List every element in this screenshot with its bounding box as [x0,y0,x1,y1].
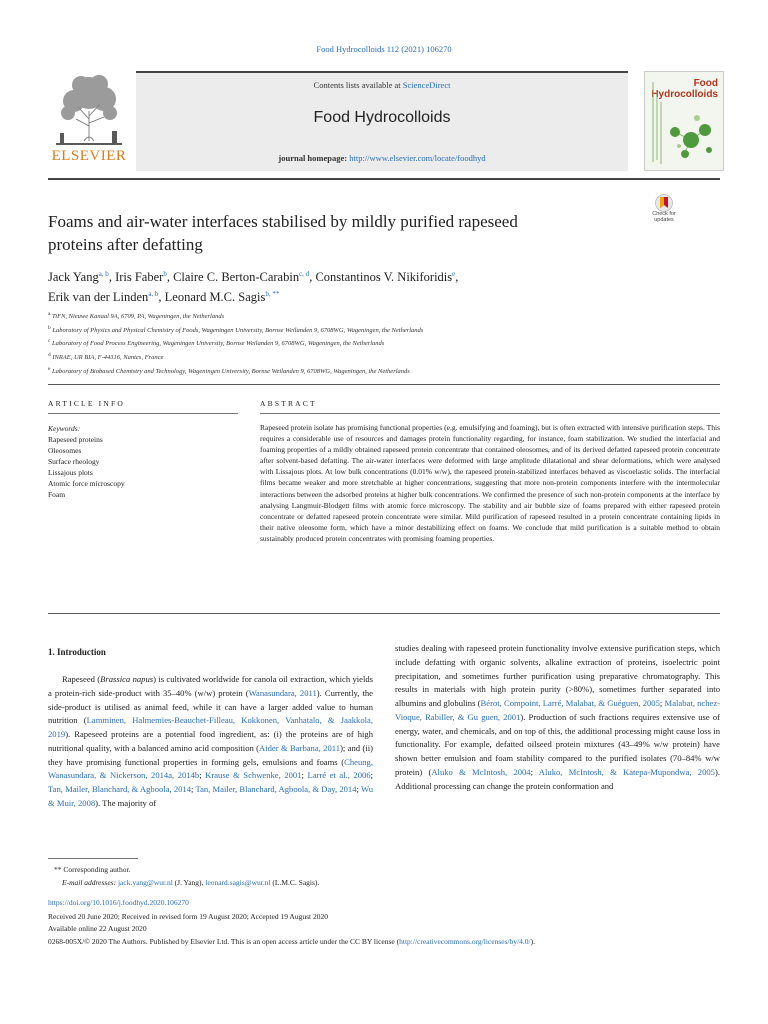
abstract-rule [260,413,720,414]
body-text: Rapeseed ( [62,674,101,684]
citation-link[interactable]: Aider & Barbana, 2011 [259,742,341,753]
author[interactable]: Jack Yang$^{a, b}$ [48,270,109,285]
body-text: ). Currently, the side-product is utilised as animal feed, while it can have a larger added value to human nutrition ( [48,687,373,726]
check-updates-label: Check for updates [652,211,676,223]
author[interactable]: Leonard M.C. Sagis$^{b, **}$ [164,290,280,305]
affiliation-item: $^e$ Laboratory of Biobased Chemistry and Technology, Wageningen University, Bornse Weilanden 9, 6708WG, Wageningen, the Netherlands [48,365,410,375]
section-rule [48,613,720,614]
header-rule [48,178,720,180]
citation-link[interactable]: Malabat, nchez-Vioque, Rabiller, & Gu guen, 2001 [395,698,720,722]
homepage-line: journal homepage: http://www.elsevier.com/locate/foodhyd [278,153,486,163]
article-title: Foams and air-water interfaces stabilised by mildly purified rapeseed proteins after defatting [48,212,518,254]
body-column-right [395,642,720,793]
homepage-link[interactable]: http://www.elsevier.com/locate/foodhyd [349,153,486,163]
elsevier-wordmark: ELSEVIER [51,148,127,164]
journal-banner [136,71,628,171]
body-text: ; [659,698,665,708]
citation-link[interactable]: Tan, Mailer, Blanchard, & Agboola, 2014 [48,784,192,794]
received-dates: Received 20 June 2020; Received in revised form 19 August 2020; Accepted 19 August 2020 [48,912,328,921]
citation-link[interactable]: Cheung, Wanasundara, & Nickerson, 2014a, 2014b [48,756,373,781]
author-list: Jack Yang$^{a, b}$, Iris Faber$^b$, Claire C. Berton-Carabin$^{c, d}$, Constantinos V. Nikiforidis$^e$, Erik van der Linden$^{a, b}$, Leonard M.C. Sagis$^{b, **}$ [48,270,459,305]
body-text: ). Production of such fractions requires extensive use of energy, water, and chemicals, and on top of this, the additional processing might cause loss in functionality. For example, defatted oilseed protein mixtures (43–49% w/w protein) have shown better emulsion and foam stability compared to the purified isolates (70–84% w/w protein) ( [395,711,721,777]
body-text: studies dealing with rapeseed protein functionality involve extensive purification steps, which include defatting with organic solvents, alkaline extraction of proteins, isoelectric point precipitation, and sometimes further purification using preparative chromatography. This results in materials with high protein purity (>80%), sometimes further separated into albumins and globulins ( [395,643,720,708]
citation-link[interactable]: Bérot, Compoint, Larré, Malabat, & Guéguen, 2005 [480,698,660,708]
author[interactable]: Erik van der Linden$^{a, b}$ [48,290,159,305]
affiliation-item: $^a$ TiFN, Nieuwe Kanaal 9A, 6709, PA, Wageningen, the Netherlands [48,311,225,321]
keyword[interactable]: Atomic force microscopy [48,479,125,488]
affiliations [48,309,728,377]
journal-header [48,71,628,169]
section-heading-introduction: 1. Introduction [48,647,106,657]
keywords-label: Keywords: [48,424,81,433]
available-online-date: Available online 22 August 2020 [48,924,147,933]
body-text: ). Rapeseed proteins are a potential food ingredient, as: (i) the proteins are of high nutritional quality, with a balanced amino acid composition ( [48,729,373,753]
bookmark-icon [650,194,678,212]
keyword[interactable]: Lissajous plots [48,468,93,477]
citation-link[interactable]: Lamminen, Halmemies-Beauchet-Filleau, Kokkonen, Vanhatalo, & Jaakkola, 2019 [48,715,373,739]
author[interactable]: Claire C. Berton-Carabin$^{c, d}$ [173,270,310,285]
keyword[interactable]: Foam [48,490,66,499]
body-text: ; [356,784,361,794]
license-link[interactable]: http://creativecommons.org/licenses/by/4.0/ [399,937,531,946]
body-text: ; [301,770,308,781]
affiliation-item: $^c$ Laboratory of Food Process Engineering, Wageningen University, Bornse Weilanden 9, 6708WG, Wageningen, the Netherlands [48,338,385,348]
elsevier-tree-icon [48,71,130,149]
elsevier-logo[interactable] [48,71,130,167]
body-text: ; [370,770,374,781]
affiliation-item: $^b$ Laboratory of Physics and Physical Chemistry of Foods, Wageningen University, Bornse Weilanden 9, 6708WG, Wageningen, the Netherlands [48,324,424,334]
journal-cover[interactable] [644,71,724,171]
keyword[interactable]: Oleosomes [48,446,82,455]
species-name: Brassica napus [100,674,154,684]
cover-title: Food Hydrocolloids [651,78,718,100]
body-text: ). The majority of [95,797,157,808]
body-text: ; [199,770,206,781]
keyword[interactable]: Surface rheology [48,457,100,466]
check-for-updates-badge[interactable] [650,194,678,232]
body-text: ; [530,766,539,777]
body-text: ); and (ii) they have promising functional properties in forming gels, emulsions and foams ( [48,742,373,767]
article-info-heading: ARTICLE INFO [48,399,125,408]
article-info-rule [48,413,238,414]
sciencedirect-link[interactable]: ScienceDirect [402,80,451,90]
citation-link[interactable]: Krause & Schwenke, 2001 [205,770,302,781]
citation-link[interactable]: Wanasundara, 2011 [248,687,317,698]
abstract-text: Rapeseed protein isolate has promising functional properties (e.g. emulsifying and foaming), but is often extracted with intensive purification steps. This requires a considerable use of resources and damages protein functionality regarding, for instance, foam stabilization. We studied the interfacial and foaming properties of a mildly obtained rapeseed protein concentrate that contained oleosomes, and of its derived defatted rapeseed protein concentrate after solvent-based defatting. The air-water interfaces were deformed with large amplitude dilatational and shear deformations, which were analysed with Lissajous plots. At low bulk concentrations (0.01% w/w), the rapeseed protein-stabilized interfaces behaved as viscoelastic solids. The interfacial films became weaker and more stretchable at higher concentrations, suggesting that more non-protein components interfere with the intermolecular interactions between the adsorbed proteins at higher bulk concentrations. We confirmed the presence of such non-protein components at the interface by analysing Langmuir-Blodgett films with atomic force microscopy. The stability and air bubble size of foams prepared with either rapeseed protein concentrate or defatted rapeseed protein concentrate were similar. Mild purification of rapeseed resulted in a protein concentrate containing lipids in their native oleosome form, which have a minor destabilizing effect on foams. We conclude that mild purification is a suitable method to obtain sustainably produced protein concentrates with promising foaming properties. [260,423,720,543]
journal-reference[interactable]: Food Hydrocolloids 112 (2021) 106270 [316,44,452,54]
doi-link[interactable]: https://doi.org/10.1016/j.foodhyd.2020.106270 [48,898,189,907]
corresponding-author-note: ** Corresponding author. [54,865,131,874]
journal-title[interactable]: Food Hydrocolloids [313,109,451,126]
body-text: ). Additional processing can change the protein conformation and [395,766,720,791]
citation-link[interactable]: Larré et al., 2006 [307,770,371,781]
citation-link[interactable]: Aluko & McIntosh, 2004 [431,766,531,777]
contents-line: Contents lists available at ScienceDirect [313,80,451,90]
affiliation-item: $^d$ INRAE, UR BIA, F-44316, Nantes, France [48,351,164,362]
keyword[interactable]: Rapeseed proteins [48,435,103,444]
citation-link[interactable]: Aluko, McIntosh, & Katepa-Mupondwa, 2005 [538,766,715,777]
keywords-list [48,423,238,500]
body-text: ) is cultivated worldwide for canola oil extraction, which yields a protein-rich side-product with 35–40% (w/w) protein ( [48,674,373,698]
author[interactable]: Iris Faber$^b$ [115,270,167,285]
section-rule [48,384,720,385]
email-link[interactable]: jack.yang@wur.nl [117,878,173,887]
body-column-left [48,673,373,811]
footnote-rule [48,858,138,859]
citation-link[interactable]: Tan, Mailer, Blanchard, Agboola, & Day, 2014 [195,784,357,794]
email-link[interactable]: leonard.sagis@wur.nl [205,878,271,887]
citation-link[interactable]: Wu & Muir, 2008 [48,784,374,808]
cover-molecule-icon [645,72,723,170]
license-statement: 0268-005X/© 2020 The Authors. Published by Elsevier Ltd. This is an open access article under the CC BY license (http://creativecommons.org/licenses/by/4.0/). [48,937,536,946]
author[interactable]: Constantinos V. Nikiforidis$^e$ [315,270,456,285]
body-text: ; [191,784,196,794]
abstract-heading: ABSTRACT [260,399,317,408]
email-addresses: E-mail addresses: jack.yang@wur.nl (J. Yang), leonard.sagis@wur.nl (L.M.C. Sagis). [62,878,320,887]
